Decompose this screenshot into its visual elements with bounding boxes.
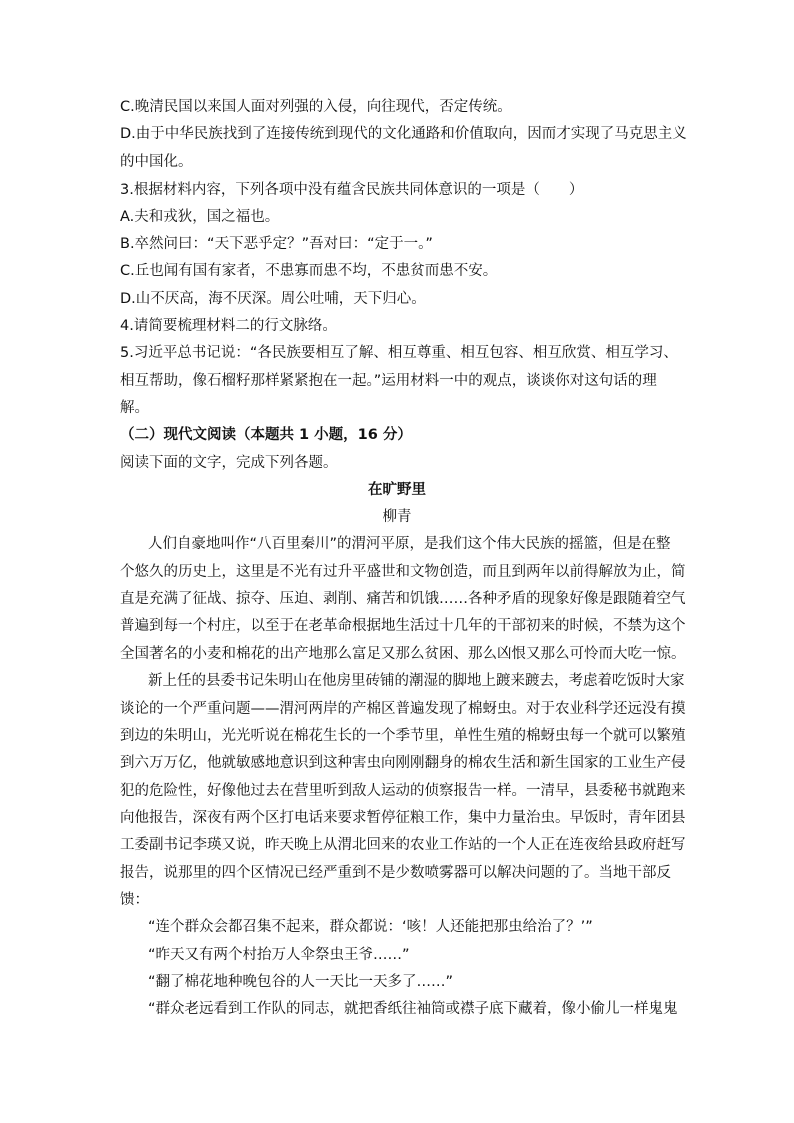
quote-line: “群众老远看到工作队的同志，就把香纸往袖筒或襟子底下藏着，像小偷儿一样鬼鬼 bbox=[148, 1001, 678, 1017]
paragraph-line: 直是充满了征战、掠夺、压迫、剥削、痛苦和饥饿……各种矛盾的现象好像是跟随着空气 bbox=[120, 591, 686, 607]
paragraph-line: 谈论的一个严重问题——渭河两岸的产棉区普遍发现了棉蚜虫。对于农业科学还远没有摸 bbox=[120, 701, 686, 717]
option-c-q3: C.丘也闻有国有家者，不患寡而患不均，不患贫而患不安。 bbox=[120, 263, 498, 279]
paragraph-line: 向他报告，深夜有两个区打电话来要求暂停征粮工作，集中力量治虫。早饭时，青年团县 bbox=[120, 810, 686, 826]
quote-line: “翻了棉花地种晚包谷的人一天比一天多了……” bbox=[148, 974, 454, 990]
paragraph-line: 到边的朱明山，光光听说在棉花生长的一个季节里，单性生殖的棉蚜虫每一个就可以繁殖 bbox=[120, 728, 686, 744]
option-c-q2: C.晚清民国以来国人面对列强的入侵，向往现代，否定传统。 bbox=[120, 99, 512, 115]
article-title: 在旷野里 bbox=[368, 482, 426, 498]
paragraph-line: 馈： bbox=[120, 892, 149, 908]
paragraph-line: 犯的危险性，好像他过去在营里听到敌人运动的侦察报告一样。一清早，县委秘书就跑来 bbox=[120, 783, 686, 799]
question-5-line2: 相互帮助，像石榴籽那样紧紧抱在一起。”运用材料一中的观点，谈谈你对这句话的理 bbox=[120, 373, 657, 389]
option-d-q2-line2: 的中国化。 bbox=[120, 154, 193, 170]
paragraph-line: 普遍到每一个村庄，以至于在老革命根据地生活过十几年的干部初来的时候，不禁为这个 bbox=[120, 618, 686, 634]
paragraph-line: 新上任的县委书记朱明山在他房里砖铺的潮湿的脚地上踱来踱去，考虑着吃饭时大家 bbox=[148, 673, 685, 689]
article-author: 柳青 bbox=[382, 509, 412, 525]
option-d-q2-line1: D.由于中华民族找到了连接传统到现代的文化通路和价值取向，因而才实现了马克思主义 bbox=[120, 126, 687, 142]
question-5-line1: 5.习近平总书记说：“各民族要相互了解、相互尊重、相互包容、相互欣赏、相互学习、 bbox=[120, 345, 678, 361]
option-d-q3: D.山不厌高，海不厌深。周公吐哺，天下归心。 bbox=[120, 291, 426, 307]
paragraph-line: 全国著名的小麦和棉花的出产地那么富足又那么贫困、那么凶恨又那么可怜而大吃一惊。 bbox=[120, 646, 686, 662]
paragraph-line: 到六万万亿，他就敏感地意识到这种害虫向刚刚翻身的棉农生活和新生国家的工业生产侵 bbox=[120, 755, 686, 771]
section-instruction: 阅读下面的文字，完成下列各题。 bbox=[120, 455, 338, 471]
section-heading: （二）现代文阅读（本题共 1 小题，16 分） bbox=[120, 427, 412, 443]
question-5-line3: 解。 bbox=[120, 400, 149, 416]
paragraph-line: 工委副书记李瑛又说，昨天晚上从渭北回来的农业工作站的一个人正在连夜给县政府赶写 bbox=[120, 837, 686, 853]
paragraph-line: 人们自豪地叫作“八百里秦川”的渭河平原，是我们这个伟大民族的摇篮，但是在整 bbox=[148, 536, 671, 552]
question-4: 4.请简要梳理材料二的行文脉络。 bbox=[120, 318, 337, 334]
paragraph-line: 个悠久的历史上，这里是不光有过升平盛世和文物创造，而且到两年以前得解放为止，简 bbox=[120, 564, 686, 580]
quote-line: “连个群众会都召集不起来，群众都说：‘咳！人还能把那虫给治了？’” bbox=[148, 919, 593, 935]
paragraph-line: 报告，说那里的四个区情况已经严重到不是少数喷雾器可以解决问题的了。当地干部反 bbox=[120, 865, 671, 881]
option-b-q3: B.卒然问曰：“天下恶乎定？”吾对曰：“定于一。” bbox=[120, 236, 433, 252]
quote-line: “昨天又有两个村抬万人伞祭虫王爷……” bbox=[148, 947, 410, 963]
question-3: 3.根据材料内容，下列各项中没有蕴含民族共同体意识的一项是（ ） bbox=[120, 182, 584, 198]
option-a-q3: A.夫和戎狄，国之福也。 bbox=[120, 209, 280, 225]
